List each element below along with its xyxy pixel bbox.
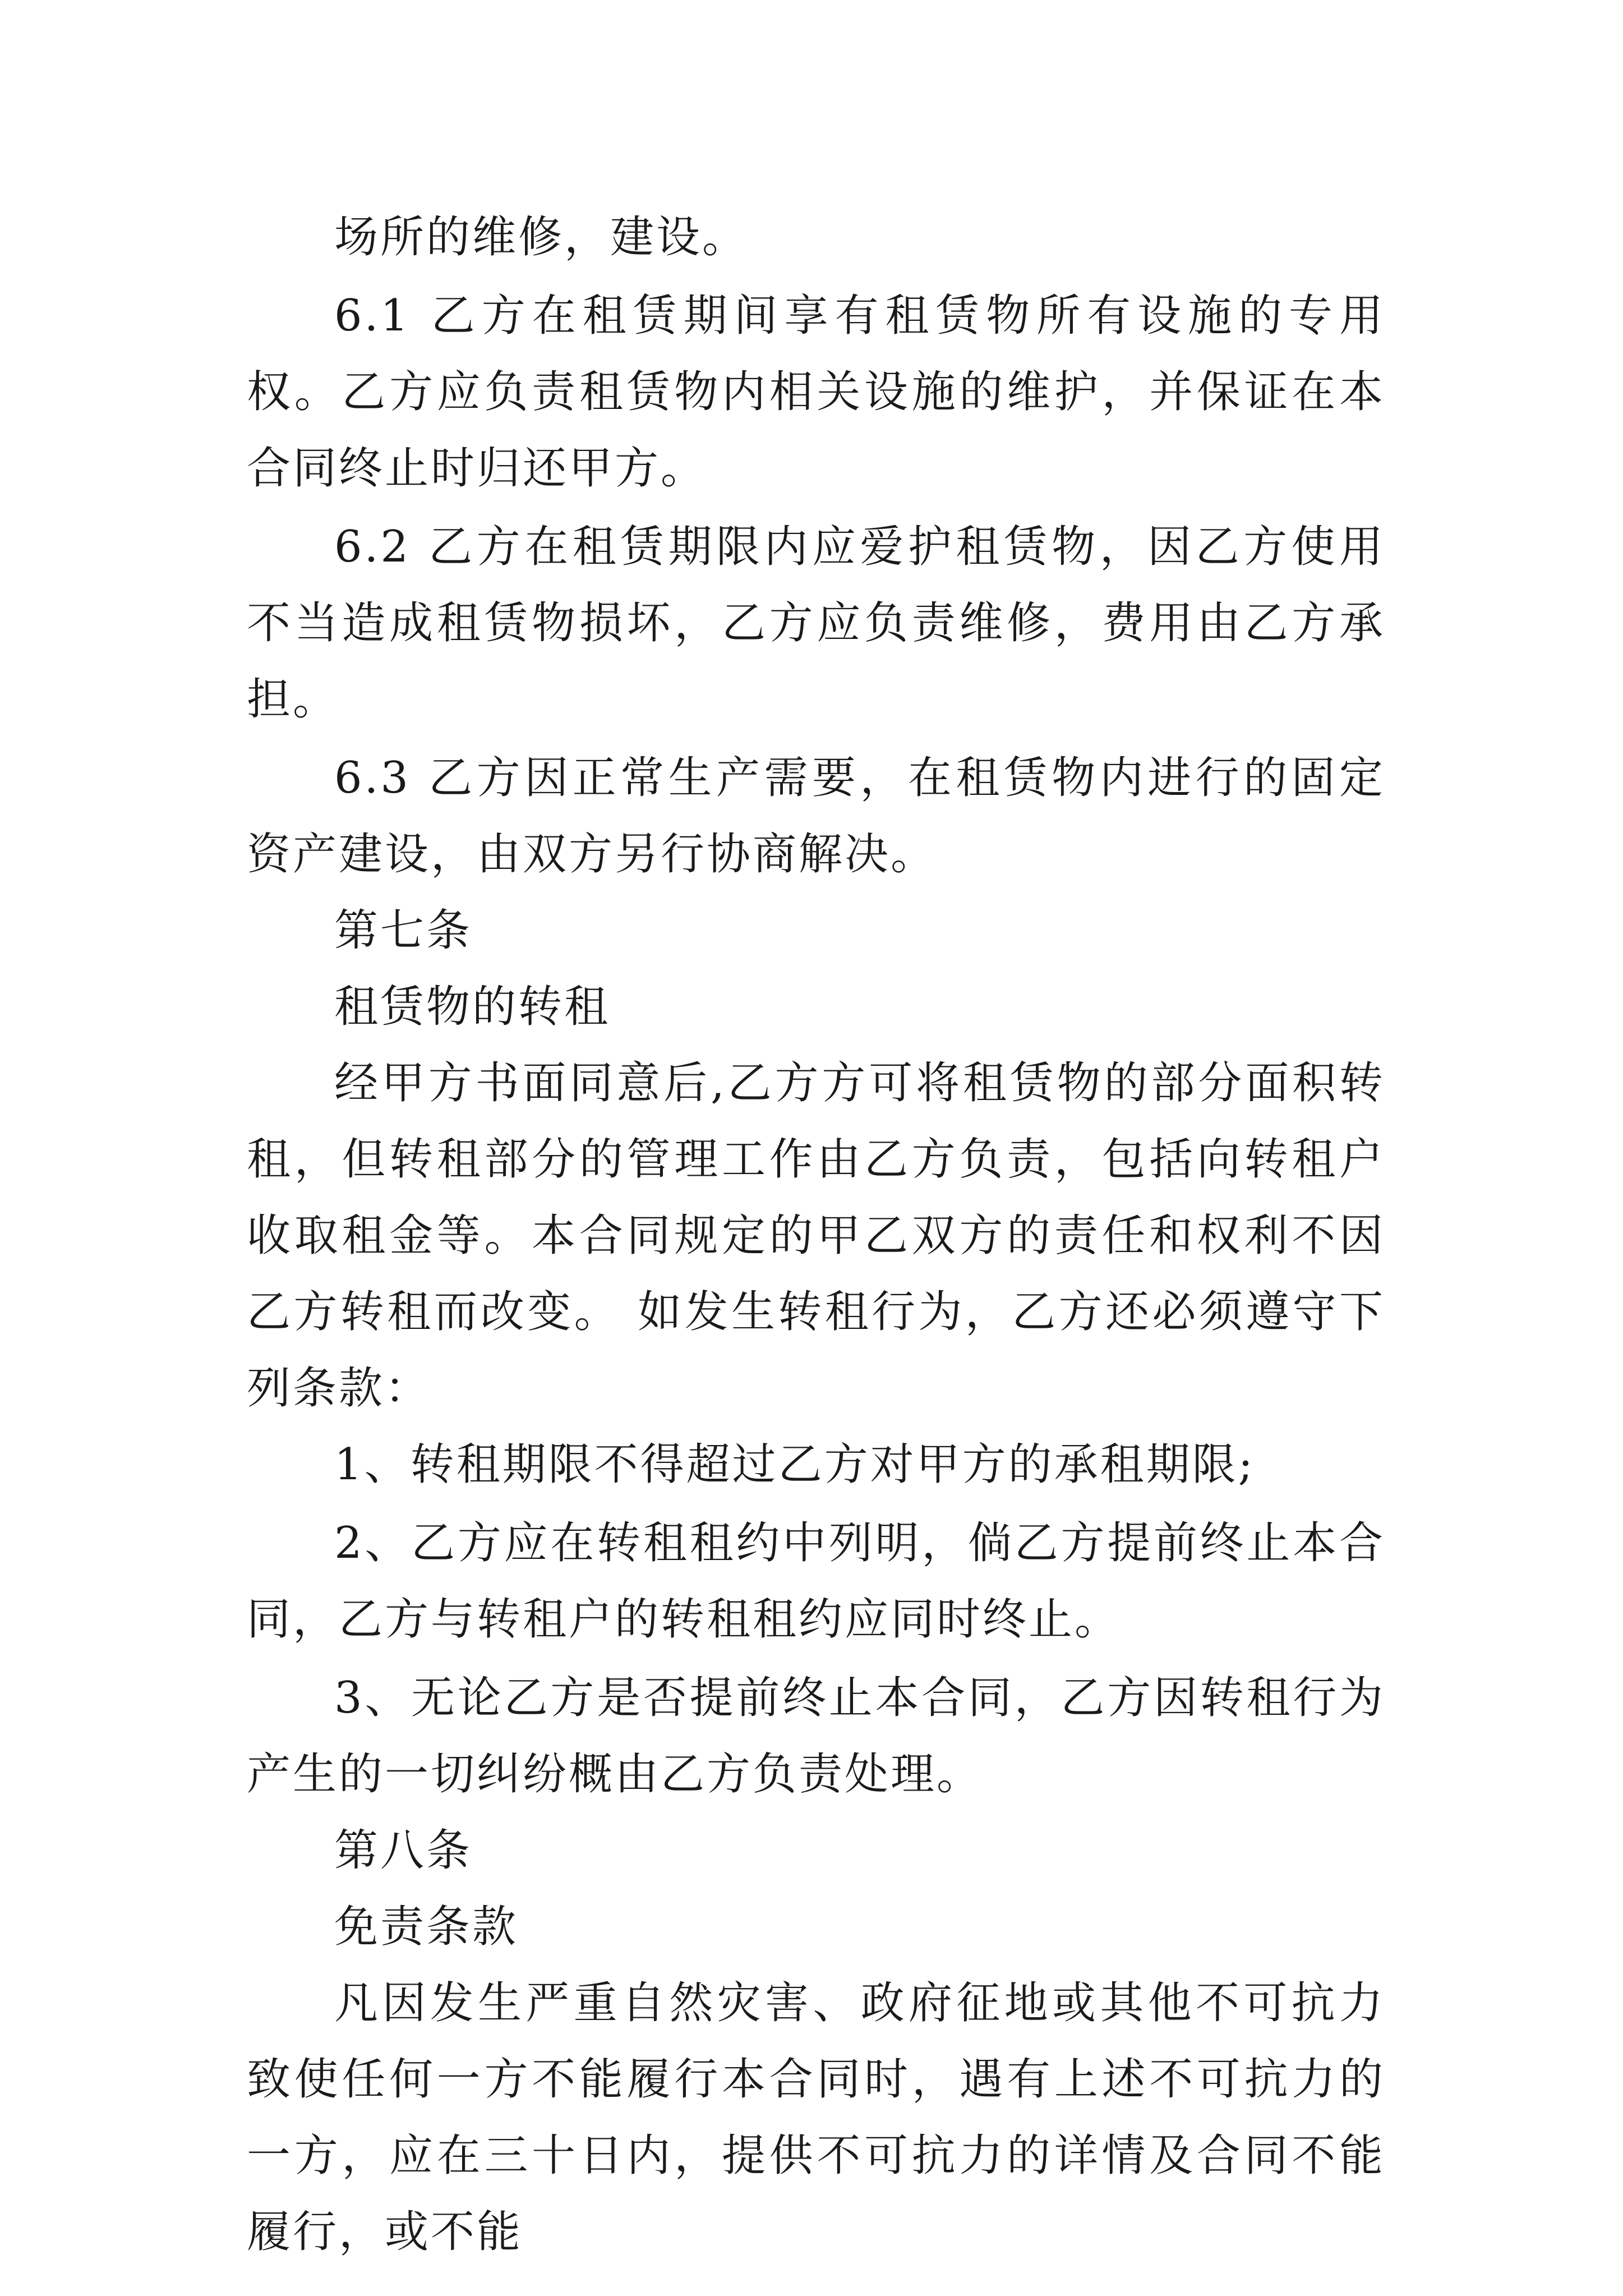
paragraph-force-majeure: 凡因发生严重自然灾害、政府征地或其他不可抗力致使任何一方不能履行本合同时，遇有上述不可抗力的一方，应在三十日内，提供不可抗力的详情及合同不能履行，或不能: [247, 1978, 1385, 2257]
paragraph-clause-6-1: 6.1 乙方在租赁期间享有租赁物所有设施的专用权。乙方应负责租赁物内相关设施的维护，并保证在本合同终止时归还甲方。: [247, 291, 1385, 494]
paragraph-sublease-item-1: 1、转租期限不得超过乙方对甲方的承租期限;: [334, 1439, 1255, 1490]
article-7-title: 租赁物的转租: [334, 982, 611, 1032]
paragraph-maintenance-end: 场所的维修，建设。: [334, 212, 749, 263]
paragraph-sublease-main: 经甲方书面同意后,乙方方可将租赁物的部分面积转租，但转租部分的管理工作由乙方负责，包括向转租户收取租金等。本合同规定的甲乙双方的责任和权利不因乙方转租而改变。 如发生转租行为，乙方还必须遵守下列条款：: [247, 1058, 1385, 1414]
article-7-heading: 第七条: [334, 905, 473, 956]
article-8-title: 免责条款: [334, 1902, 519, 1952]
paragraph-sublease-item-3: 3、无论乙方是否提前终止本合同，乙方因转租行为产生的一切纠纷概由乙方负责处理。: [247, 1673, 1385, 1800]
paragraph-clause-6-2: 6.2 乙方在租赁期限内应爱护租赁物，因乙方使用不当造成租赁物损坏，乙方应负责维修，费用由乙方承担。: [247, 522, 1385, 725]
paragraph-clause-6-3: 6.3 乙方因正常生产需要，在租赁物内进行的固定资产建设，由双方另行协商解决。: [247, 753, 1385, 880]
article-8-heading: 第八条: [334, 1825, 473, 1876]
paragraph-sublease-item-2: 2、乙方应在转租租约中列明，倘乙方提前终止本合同，乙方与转租户的转租租约应同时终止。: [247, 1518, 1385, 1645]
document-body: [247, 199, 1385, 2270]
